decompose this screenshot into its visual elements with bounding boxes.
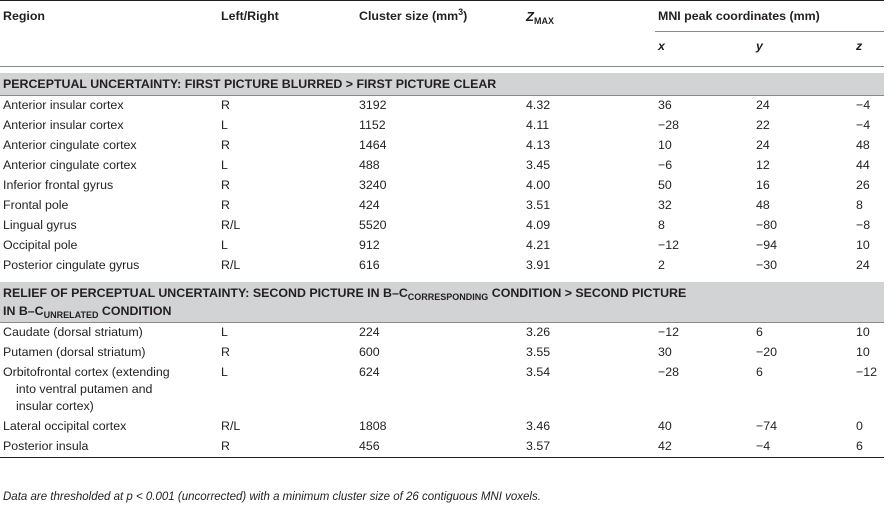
mni-y-cell: −94 [756, 238, 778, 252]
mni-z-cell: 44 [856, 158, 870, 172]
mni-z-cell: 8 [856, 198, 863, 212]
mni-x-cell: −28 [658, 365, 680, 379]
zmax-cell: 3.51 [526, 198, 551, 212]
region-cell: Occipital pole [3, 238, 78, 252]
region-cell: Anterior cingulate cortex [3, 158, 137, 172]
left-right-cell: L [221, 238, 228, 252]
mni-x-cell: 40 [658, 419, 672, 433]
table-row [0, 156, 884, 176]
header-z: z [856, 39, 863, 53]
left-right-cell: L [221, 365, 228, 379]
table-row [0, 96, 884, 117]
cluster-size-cell: 488 [359, 158, 380, 172]
region-cell: Anterior cingulate cortex [3, 138, 137, 152]
cluster-size-cell: 1808 [359, 419, 387, 433]
cluster-size-cell: 912 [359, 238, 380, 252]
table-row [0, 116, 884, 136]
table-body [0, 67, 884, 458]
zmax-cell: 3.26 [526, 325, 551, 339]
table-row [0, 437, 884, 458]
mni-x-cell: −6 [658, 158, 673, 172]
mni-z-cell: 6 [853, 437, 884, 458]
cluster-size-cell: 616 [359, 258, 380, 272]
mni-x-cell: 36 [658, 98, 672, 112]
zmax-cell: 4.21 [526, 238, 551, 252]
section-title: PERCEPTUAL UNCERTAINTY: FIRST PICTURE BLURRED > FIRST PICTURE CLEAR [0, 73, 884, 96]
region-cell: Posterior insula [0, 437, 218, 458]
mni-y-cell: 24 [756, 138, 770, 152]
mni-z-cell: 48 [856, 138, 870, 152]
region-cell: Inferior frontal gyrus [3, 178, 114, 192]
region-cell: Lateral occipital cortex [3, 419, 127, 433]
header-left-right: Left/Right [221, 9, 279, 23]
mni-z-cell: −12 [856, 365, 878, 379]
mni-y-cell: 24 [756, 98, 770, 112]
table-row [0, 176, 884, 196]
zmax-cell: 3.46 [526, 419, 551, 433]
left-right-cell: R/L [221, 218, 241, 232]
zmax-cell: 4.09 [526, 218, 551, 232]
region-cell: Frontal pole [3, 198, 69, 212]
mni-z-cell: −4 [856, 98, 871, 112]
table-row [0, 343, 884, 363]
mni-x-cell: 2 [658, 258, 665, 272]
mni-z-cell: 10 [856, 325, 870, 339]
section-header-row [0, 73, 884, 96]
zmax-cell: 4.00 [526, 178, 551, 192]
mni-y-cell: −74 [756, 419, 778, 433]
zmax-cell: 3.91 [526, 258, 551, 272]
region-cell: Orbitofrontal cortex (extending into ventral putamen and insular cortex) [3, 365, 170, 413]
zmax-cell: 3.55 [526, 345, 551, 359]
mni-z-cell: 10 [856, 345, 870, 359]
mni-y-cell: −20 [756, 345, 778, 359]
cluster-size-cell: 3192 [359, 98, 387, 112]
mni-z-cell: 24 [856, 258, 870, 272]
left-right-cell: L [221, 325, 228, 339]
region-cell: Putamen (dorsal striatum) [3, 345, 146, 359]
zmax-cell: 4.11 [526, 118, 550, 132]
left-right-cell: R [221, 98, 230, 112]
cluster-size-cell: 600 [359, 345, 380, 359]
cluster-size-cell: 456 [356, 437, 523, 458]
mni-x-cell: 30 [658, 345, 672, 359]
header-mni-peak-coordinates: MNI peak coordinates (mm) [655, 1, 884, 32]
left-right-cell: L [221, 158, 228, 172]
header-cluster-size: Cluster size $(mm^3)$ [359, 7, 468, 23]
mni-y-cell: 48 [756, 198, 770, 212]
header-region: Region [3, 9, 45, 23]
mni-x-cell: 8 [658, 218, 665, 232]
cluster-size-cell: 424 [359, 198, 380, 212]
left-right-cell: R [221, 198, 230, 212]
mni-x-cell: 32 [658, 198, 672, 212]
mni-x-cell: 50 [658, 178, 672, 192]
mni-z-cell: 26 [856, 178, 870, 192]
mni-x-cell: 42 [655, 437, 753, 458]
left-right-cell: R [221, 345, 230, 359]
mni-z-cell: −8 [856, 218, 871, 232]
table-row [0, 323, 884, 344]
section-header-row [0, 282, 884, 323]
mni-y-cell: −4 [753, 437, 853, 458]
zmax-cell: 3.57 [523, 437, 655, 458]
region-cell: Caudate (dorsal striatum) [3, 325, 143, 339]
zmax-cell: 4.13 [526, 138, 551, 152]
mni-y-cell: 6 [756, 325, 763, 339]
region-cell: Anterior insular cortex [3, 98, 124, 112]
table-footnote: Data are thresholded at p < 0.001 (uncorrected) with a minimum cluster size of 26 contiguous MNI voxels. [3, 491, 541, 503]
mni-y-cell: 22 [756, 118, 770, 132]
mni-x-cell: −12 [658, 238, 680, 252]
section-title: RELIEF OF PERCEPTUAL UNCERTAINTY: SECOND PICTURE IN $B-C_{CORRESPONDING}$ CONDITION > SECOND PICTURE IN $B-C_{UNRELATED}$ CONDITION [0, 282, 884, 323]
table-row [0, 417, 884, 437]
left-right-cell: R [221, 138, 230, 152]
header-zmax: $Z_{MAX}$ [526, 9, 554, 26]
region-cell: Anterior insular cortex [3, 118, 124, 132]
mni-x-cell: 10 [658, 138, 672, 152]
region-cell: Posterior cingulate gyrus [3, 258, 140, 272]
zmax-cell: 3.54 [526, 365, 551, 379]
mni-y-cell: 16 [756, 178, 770, 192]
region-cell: Lingual gyrus [3, 218, 77, 232]
mni-z-cell: 10 [856, 238, 870, 252]
table-row [0, 136, 884, 156]
left-right-cell: R [221, 178, 230, 192]
mni-y-cell: 12 [756, 158, 770, 172]
mni-y-cell: −80 [756, 218, 778, 232]
header-y: y [756, 39, 763, 53]
header-x: x [658, 39, 665, 53]
cluster-size-cell: 624 [359, 365, 380, 379]
mni-z-cell: −4 [856, 118, 871, 132]
table-row [0, 196, 884, 216]
cluster-size-cell: 5520 [359, 218, 387, 232]
cluster-size-cell: 1464 [359, 138, 387, 152]
table-row [0, 236, 884, 256]
cluster-size-cell: 224 [359, 325, 380, 339]
table-row [0, 363, 884, 417]
mni-x-cell: −28 [658, 118, 680, 132]
left-right-cell: R/L [221, 258, 241, 272]
zmax-cell: 4.32 [526, 98, 551, 112]
mni-z-cell: 0 [856, 419, 863, 433]
zmax-cell: 3.45 [526, 158, 551, 172]
mni-y-cell: −30 [756, 258, 778, 272]
mni-x-cell: −12 [658, 325, 680, 339]
table-row [0, 216, 884, 236]
cluster-size-cell: 1152 [359, 118, 386, 132]
left-right-cell: R/L [221, 419, 241, 433]
table-header [0, 1, 884, 67]
cluster-size-cell: 3240 [359, 178, 387, 192]
left-right-cell: L [221, 118, 228, 132]
table-row [0, 256, 884, 276]
left-right-cell: R [218, 437, 356, 458]
mni-y-cell: 6 [756, 365, 763, 379]
